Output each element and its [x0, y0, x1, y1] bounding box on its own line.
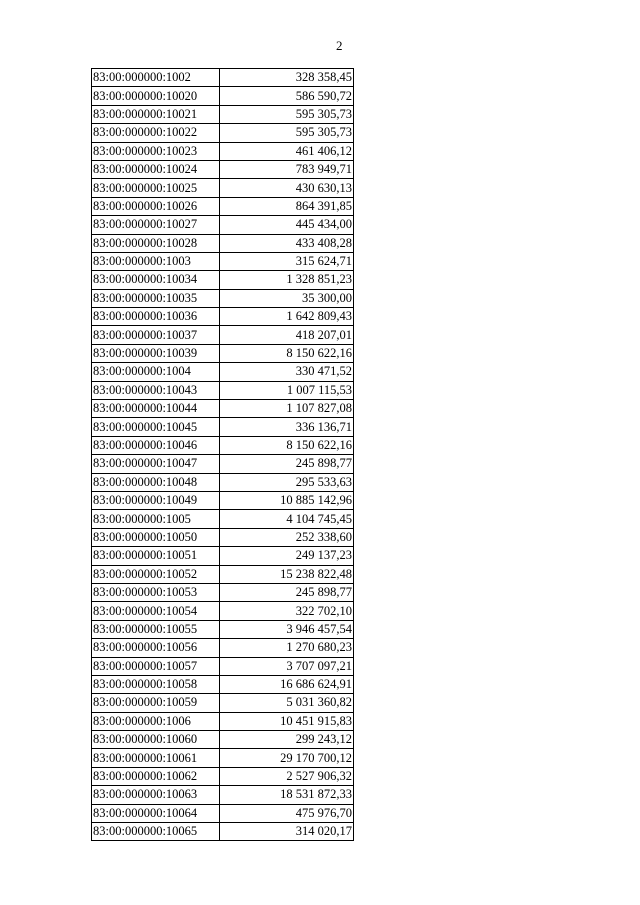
- value-cell: 16 686 624,91: [220, 675, 354, 693]
- cadastral-number-cell: 83:00:000000:10045: [92, 418, 220, 436]
- table-row: [92, 308, 354, 326]
- cadastral-number-cell: 83:00:000000:10055: [92, 620, 220, 638]
- cadastral-number-cell: 83:00:000000:10057: [92, 657, 220, 675]
- value-cell: 29 170 700,12: [220, 749, 354, 767]
- value-cell: 315 624,71: [220, 252, 354, 270]
- value-cell: 586 590,72: [220, 87, 354, 105]
- value-cell: 1 007 115,53: [220, 381, 354, 399]
- value-cell: 336 136,71: [220, 418, 354, 436]
- cadastral-number-cell: 83:00:000000:10062: [92, 767, 220, 785]
- value-cell: 3 946 457,54: [220, 620, 354, 638]
- cadastral-number-cell: 83:00:000000:10052: [92, 565, 220, 583]
- cadastral-number-cell: 83:00:000000:10044: [92, 400, 220, 418]
- table-row: [92, 731, 354, 749]
- table-row: [92, 583, 354, 601]
- cadastral-number-cell: 83:00:000000:10027: [92, 216, 220, 234]
- cadastral-number-cell: 83:00:000000:10058: [92, 675, 220, 693]
- table-row: [92, 491, 354, 509]
- table-row: [92, 400, 354, 418]
- table-row: [92, 418, 354, 436]
- value-cell: 18 531 872,33: [220, 786, 354, 804]
- table-row: [92, 252, 354, 270]
- value-cell: 864 391,85: [220, 197, 354, 215]
- table-row: [92, 216, 354, 234]
- table-row: [92, 179, 354, 197]
- cadastral-number-cell: 83:00:000000:10034: [92, 271, 220, 289]
- value-cell: 8 150 622,16: [220, 344, 354, 362]
- value-cell: 1 270 680,23: [220, 639, 354, 657]
- table-row: [92, 804, 354, 822]
- value-cell: 1 328 851,23: [220, 271, 354, 289]
- value-cell: 322 702,10: [220, 602, 354, 620]
- cadastral-number-cell: 83:00:000000:1003: [92, 252, 220, 270]
- value-cell: 445 434,00: [220, 216, 354, 234]
- cadastral-number-cell: 83:00:000000:10051: [92, 547, 220, 565]
- value-cell: 295 533,63: [220, 473, 354, 491]
- value-cell: 418 207,01: [220, 326, 354, 344]
- cadastral-number-cell: 83:00:000000:10028: [92, 234, 220, 252]
- table-row: [92, 639, 354, 657]
- value-cell: 35 300,00: [220, 289, 354, 307]
- table-row: [92, 234, 354, 252]
- table-row: [92, 565, 354, 583]
- value-cell: 4 104 745,45: [220, 510, 354, 528]
- value-cell: 245 898,77: [220, 455, 354, 473]
- table-row: [92, 271, 354, 289]
- cadastral-number-cell: 83:00:000000:10049: [92, 491, 220, 509]
- table-row: [92, 749, 354, 767]
- table-row: [92, 473, 354, 491]
- table-row: [92, 547, 354, 565]
- value-cell: 430 630,13: [220, 179, 354, 197]
- value-cell: 10 451 915,83: [220, 712, 354, 730]
- value-cell: 314 020,17: [220, 823, 354, 841]
- cadastral-number-cell: 83:00:000000:10048: [92, 473, 220, 491]
- value-cell: 10 885 142,96: [220, 491, 354, 509]
- table-row: [92, 436, 354, 454]
- value-cell: 2 527 906,32: [220, 767, 354, 785]
- cadastral-number-cell: 83:00:000000:10056: [92, 639, 220, 657]
- table-row: [92, 620, 354, 638]
- table-row: [92, 657, 354, 675]
- value-cell: 475 976,70: [220, 804, 354, 822]
- value-cell: 3 707 097,21: [220, 657, 354, 675]
- cadastral-number-cell: 83:00:000000:10039: [92, 344, 220, 362]
- cadastral-number-cell: 83:00:000000:10046: [92, 436, 220, 454]
- table-row: [92, 142, 354, 160]
- cadastral-number-cell: 83:00:000000:10037: [92, 326, 220, 344]
- cadastral-number-cell: 83:00:000000:10043: [92, 381, 220, 399]
- table-row: [92, 823, 354, 841]
- value-cell: 783 949,71: [220, 160, 354, 178]
- table-row: [92, 344, 354, 362]
- cadastral-number-cell: 83:00:000000:10053: [92, 583, 220, 601]
- value-cell: 461 406,12: [220, 142, 354, 160]
- table-row: [92, 767, 354, 785]
- table-row: [92, 326, 354, 344]
- value-cell: 595 305,73: [220, 105, 354, 123]
- cadastral-number-cell: 83:00:000000:10021: [92, 105, 220, 123]
- table-row: [92, 363, 354, 381]
- table-row: [92, 712, 354, 730]
- table-row: [92, 160, 354, 178]
- table-row: [92, 197, 354, 215]
- table-row: [92, 455, 354, 473]
- table-body: [92, 69, 354, 841]
- value-cell: 15 238 822,48: [220, 565, 354, 583]
- cadastral-number-cell: 83:00:000000:1006: [92, 712, 220, 730]
- cadastral-number-cell: 83:00:000000:10064: [92, 804, 220, 822]
- table-row: [92, 105, 354, 123]
- cadastral-number-cell: 83:00:000000:10050: [92, 528, 220, 546]
- cadastral-value-table: [91, 68, 354, 841]
- table-row: [92, 289, 354, 307]
- value-cell: 252 338,60: [220, 528, 354, 546]
- value-cell: 330 471,52: [220, 363, 354, 381]
- value-cell: 433 408,28: [220, 234, 354, 252]
- value-cell: 249 137,23: [220, 547, 354, 565]
- cadastral-number-cell: 83:00:000000:10020: [92, 87, 220, 105]
- cadastral-number-cell: 83:00:000000:1004: [92, 363, 220, 381]
- cadastral-number-cell: 83:00:000000:10036: [92, 308, 220, 326]
- table-row: [92, 69, 354, 87]
- cadastral-number-cell: 83:00:000000:10061: [92, 749, 220, 767]
- cadastral-number-cell: 83:00:000000:10022: [92, 124, 220, 142]
- value-cell: 1 107 827,08: [220, 400, 354, 418]
- cadastral-number-cell: 83:00:000000:10063: [92, 786, 220, 804]
- table-row: [92, 786, 354, 804]
- table-row: [92, 694, 354, 712]
- value-cell: 8 150 622,16: [220, 436, 354, 454]
- table-row: [92, 124, 354, 142]
- table-row: [92, 675, 354, 693]
- cadastral-number-cell: 83:00:000000:10026: [92, 197, 220, 215]
- value-cell: 595 305,73: [220, 124, 354, 142]
- cadastral-number-cell: 83:00:000000:10035: [92, 289, 220, 307]
- page-number: 2: [336, 38, 343, 53]
- cadastral-number-cell: 83:00:000000:10065: [92, 823, 220, 841]
- cadastral-number-cell: 83:00:000000:10047: [92, 455, 220, 473]
- cadastral-number-cell: 83:00:000000:10025: [92, 179, 220, 197]
- table-row: [92, 381, 354, 399]
- value-cell: 245 898,77: [220, 583, 354, 601]
- value-cell: 1 642 809,43: [220, 308, 354, 326]
- table-row: [92, 510, 354, 528]
- table-row: [92, 87, 354, 105]
- cadastral-number-cell: 83:00:000000:1002: [92, 69, 220, 87]
- value-cell: 299 243,12: [220, 731, 354, 749]
- value-cell: 5 031 360,82: [220, 694, 354, 712]
- cadastral-number-cell: 83:00:000000:10054: [92, 602, 220, 620]
- value-cell: 328 358,45: [220, 69, 354, 87]
- table-row: [92, 528, 354, 546]
- cadastral-number-cell: 83:00:000000:10023: [92, 142, 220, 160]
- cadastral-number-cell: 83:00:000000:10024: [92, 160, 220, 178]
- cadastral-number-cell: 83:00:000000:1005: [92, 510, 220, 528]
- cadastral-number-cell: 83:00:000000:10059: [92, 694, 220, 712]
- table-row: [92, 602, 354, 620]
- cadastral-number-cell: 83:00:000000:10060: [92, 731, 220, 749]
